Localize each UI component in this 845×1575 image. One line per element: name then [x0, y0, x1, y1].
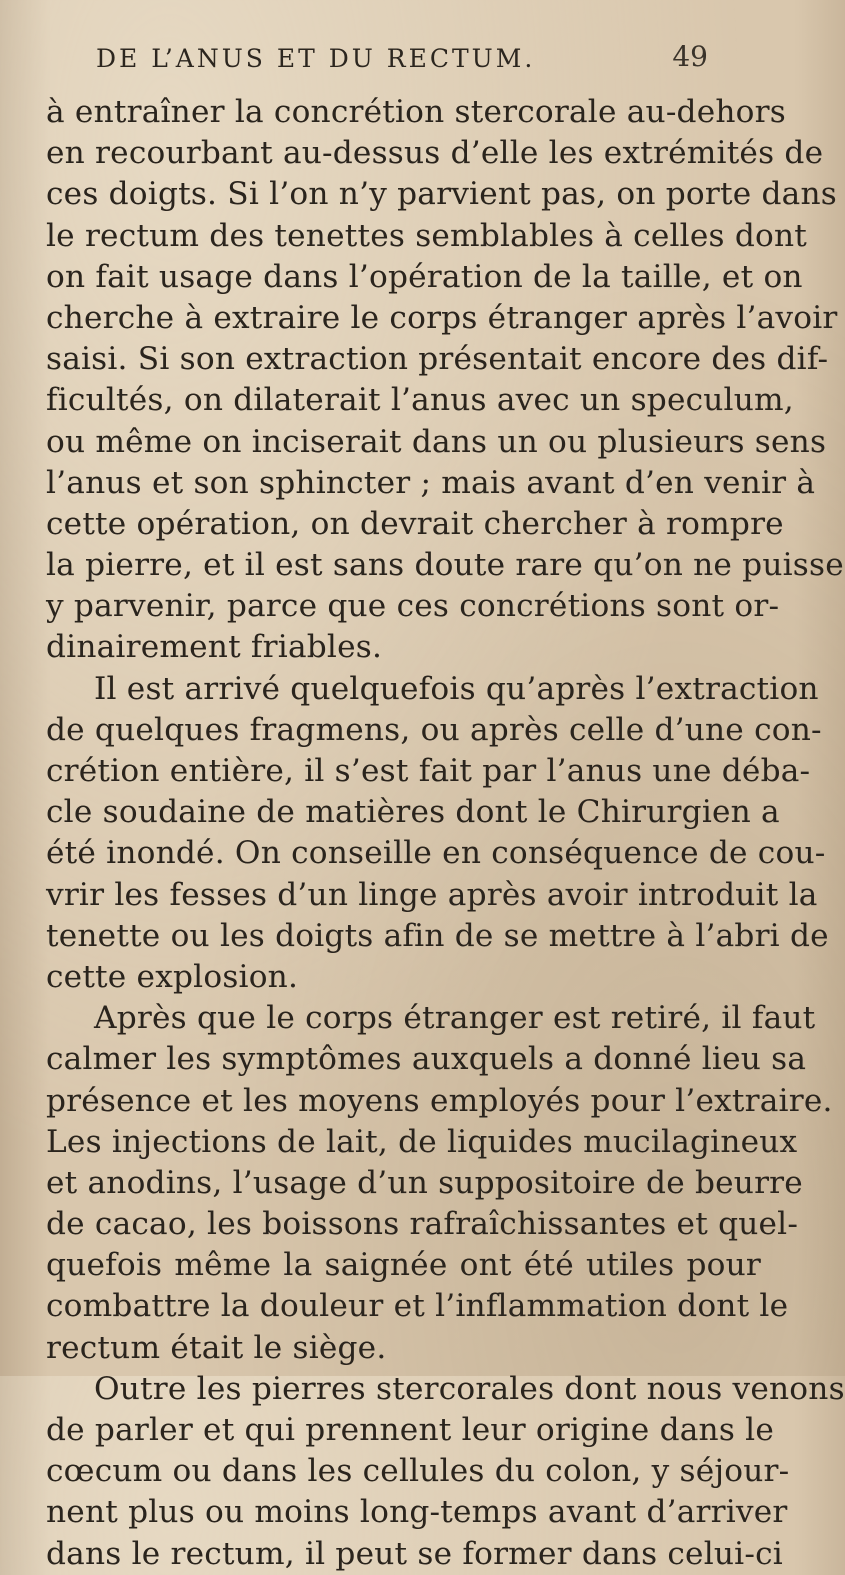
- text-line: dinairement friables.: [46, 629, 383, 666]
- running-title: DE L’ANUS ET DU RECTUM.: [96, 44, 536, 73]
- text-line: cette opération, on devrait chercher à rompre: [46, 505, 784, 542]
- text-line: la pierre, et il est sans doute rare qu’on ne puisse: [46, 547, 844, 584]
- text-line: de parler et qui prennent leur origine dans le: [46, 1412, 774, 1448]
- text-line: nent plus ou moins long-temps avant d’arriver: [46, 1494, 788, 1531]
- text-line: combattre la douleur et l’inflammation dont le: [46, 1288, 789, 1325]
- body-text: [46, 92, 845, 1575]
- text-line: été inondé. On conseille en conséquence de cou-: [46, 835, 826, 872]
- text-line: en recourbant au-dessus d’elle les extrémités de: [46, 135, 824, 172]
- page-number: 49: [672, 40, 708, 73]
- text-line: dans le rectum, il peut se former dans celui-ci: [46, 1535, 783, 1572]
- text-line: de quelques fragmens, ou après celle d’une con-: [46, 711, 822, 748]
- text-line: le rectum des tenettes semblables à celles dont: [46, 217, 807, 254]
- page-header: [96, 40, 708, 84]
- text-line: l’anus et son sphincter ; mais avant d’en venir à: [46, 464, 816, 501]
- text-line: cette explosion.: [46, 958, 299, 995]
- text-line: vrir les fesses d’un linge après avoir introduit la: [46, 876, 818, 913]
- paragraph-start-line: Il est arrivé quelquefois qu’après l’extraction: [94, 670, 819, 707]
- text-line: Les injections de lait, de liquides mucilagineux: [46, 1123, 798, 1160]
- text-line: saisi. Si son extraction présentait encore des dif-: [46, 341, 829, 378]
- text-line: de cacao, les boissons rafraîchissantes et quel-: [46, 1206, 799, 1243]
- paragraph-start-line: Après que le corps étranger est retiré, il faut: [94, 1000, 816, 1037]
- text-line: calmer les symptômes auxquels a donné lieu sa: [46, 1041, 807, 1078]
- text-line: présence et les moyens employés pour l’extraire.: [46, 1082, 833, 1119]
- text-line: cle soudaine de matières dont le Chirurgien a: [46, 794, 780, 831]
- text-line: rectum était le siège.: [46, 1329, 387, 1366]
- text-line: crétion entière, il s’est fait par l’anus une déba-: [46, 753, 811, 789]
- text-line: cœcum ou dans les cellules du colon, y séjour-: [46, 1453, 790, 1490]
- text-line: y parvenir, parce que ces concrétions sont or-: [46, 588, 780, 625]
- text-line: cherche à extraire le corps étranger après l’avoir: [46, 299, 838, 336]
- text-line: ces doigts. Si l’on n’y parvient pas, on porte dans: [46, 176, 837, 213]
- text-line: tenette ou les doigts afin de se mettre à l’abri de: [46, 917, 829, 954]
- text-line: ficultés, on dilaterait l’anus avec un speculum,: [46, 382, 794, 419]
- paragraph-start-line: Outre les pierres stercorales dont nous venons: [94, 1370, 845, 1407]
- text-line: à entraîner la concrétion stercorale au-dehors: [46, 94, 786, 130]
- text-line: et anodins, l’usage d’un suppositoire de beurre: [46, 1164, 803, 1201]
- text-line: quefois même la saignée ont été utiles pour: [46, 1247, 761, 1284]
- text-line: ou même on inciserait dans un ou plusieurs sens: [46, 423, 827, 460]
- text-line: on fait usage dans l’opération de la taille, et on: [46, 258, 803, 295]
